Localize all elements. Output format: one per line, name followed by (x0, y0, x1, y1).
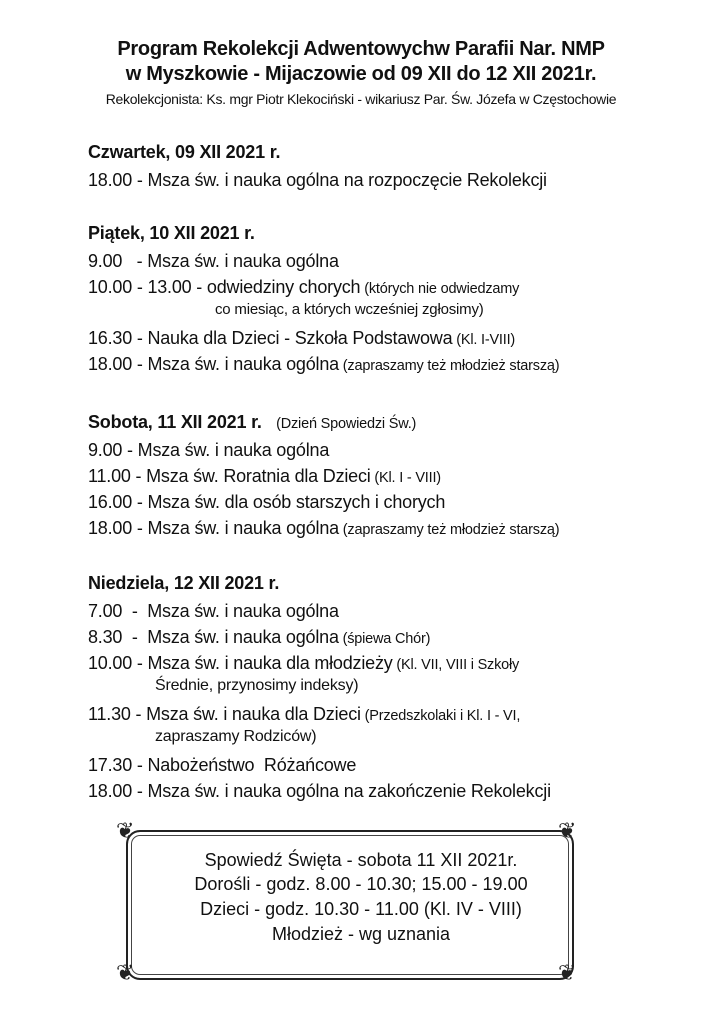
schedule-item (88, 466, 441, 487)
item-time: 18.00 - (88, 781, 143, 801)
schedule-item (88, 354, 559, 375)
item-text: odwiedziny chorych (202, 277, 361, 297)
item-text: Nauka dla Dzieci - Szkoła Podstawowa (142, 328, 453, 348)
item-text: Msza św. i nauka dla młodzieży (142, 653, 393, 673)
schedule-item (88, 601, 339, 622)
ornament-icon: ❦ (116, 818, 135, 843)
item-text: Msza św. i nauka ogólna (137, 601, 339, 621)
item-time: 7.00 - (88, 601, 138, 621)
item-note: (Kl. I-VIII) (452, 332, 516, 348)
item-note: (Kl. VII, VIII i Szkoły (392, 657, 520, 673)
item-time: 9.00 - (88, 440, 133, 460)
day-heading (88, 223, 255, 244)
item-text: Nabożeństwo Różańcowe (142, 755, 357, 775)
day-note: (Dzień Spowiedzi Św.) (276, 416, 417, 432)
item-time: 9.00 - (88, 251, 143, 271)
item-time: 18.00 - (88, 518, 143, 538)
confession-line-1: Spowiedź Święta - sobota 11 XII 2021r. (204, 850, 518, 870)
item-continuation: zapraszamy Rodziców) (155, 728, 317, 745)
item-time: 11.00 - (88, 466, 142, 486)
day-heading (88, 412, 416, 433)
schedule-item (88, 704, 520, 725)
item-text: Msza św. Roratnia dla Dzieci (141, 466, 371, 486)
day-title: Piątek, 10 XII 2021 r. (88, 223, 255, 243)
item-time: 10.00 - 13.00 - (88, 277, 203, 297)
title-line-1: Program Rekolekcji Adwentowychw Parafii Nar. NMP (117, 38, 605, 60)
ornament-icon: ❦ (558, 818, 577, 843)
schedule-item (88, 653, 519, 674)
schedule-item (88, 781, 551, 802)
item-text: Msza św. i nauka ogólna na rozpoczęcie Rekolekcji (142, 170, 547, 190)
confession-line-3: Dzieci - godz. 10.30 - 11.00 (Kl. IV - VIII) (200, 899, 522, 919)
title-line-2: w Myszkowie - Mijaczowie od 09 XII do 12 XII 2021r. (125, 63, 597, 85)
confession-line-2: Dorośli - godz. 8.00 - 10.30; 15.00 - 19.00 (194, 874, 528, 894)
item-text: Msza św. i nauka ogólna (137, 627, 339, 647)
schedule-item (88, 251, 339, 272)
item-text: Msza św. i nauka ogólna (142, 518, 339, 538)
item-time: 16.00 - (88, 492, 143, 512)
item-note: (śpiewa Chór) (338, 631, 431, 647)
day-heading (88, 573, 279, 594)
item-time: 16.30 - (88, 328, 143, 348)
item-text: Msza św. i nauka ogólna na zakończenie Rekolekcji (142, 781, 551, 801)
day-title: Niedziela, 12 XII 2021 r. (88, 573, 280, 593)
schedule-item (88, 755, 356, 776)
item-note: (Przedszkolaki i Kl. I - VI, (360, 708, 521, 724)
schedule-item (88, 277, 519, 298)
item-text: Msza św. i nauka ogólna (132, 440, 330, 460)
item-time: 18.00 - (88, 354, 143, 374)
subtitle: Rekolekcjonista: Ks. mgr Piotr Klekociński - wikariusz Par. Św. Józefa w Częstochowie (105, 91, 617, 107)
confession-line-4: Młodzież - wg uznania (271, 924, 451, 944)
schedule-item (88, 328, 515, 349)
ornament-icon: ❦ (116, 960, 135, 985)
schedule-item (88, 627, 430, 648)
schedule-item (88, 492, 445, 513)
item-continuation: co miesiąc, a których wcześniej zgłosimy) (215, 301, 484, 318)
schedule-item (88, 518, 559, 539)
item-text: Msza św. i nauka ogólna (142, 251, 339, 271)
day-title: Sobota, 11 XII 2021 r. (88, 412, 262, 432)
schedule-item (88, 440, 329, 461)
item-note: (zapraszamy też młodzież starszą) (338, 522, 560, 538)
item-time: 11.30 - (88, 704, 142, 724)
item-note: (Kl. I - VIII) (370, 470, 441, 486)
item-note: (których nie odwiedzamy (360, 281, 520, 297)
item-time: 10.00 - (88, 653, 143, 673)
day-title: Czwartek, 09 XII 2021 r. (88, 142, 281, 162)
day-heading (88, 142, 280, 163)
item-time: 18.00 - (88, 170, 143, 190)
item-time: 17.30 - (88, 755, 143, 775)
item-note: (zapraszamy też młodzież starszą) (338, 358, 560, 374)
item-time: 8.30 - (88, 627, 138, 647)
item-text: Msza św. dla osób starszych i chorych (142, 492, 446, 512)
ornament-icon: ❦ (558, 960, 577, 985)
item-text: Msza św. i nauka ogólna (142, 354, 339, 374)
item-continuation: Średnie, przynosimy indeksy) (155, 677, 359, 694)
schedule-item (88, 170, 547, 191)
item-text: Msza św. i nauka dla Dzieci (141, 704, 361, 724)
